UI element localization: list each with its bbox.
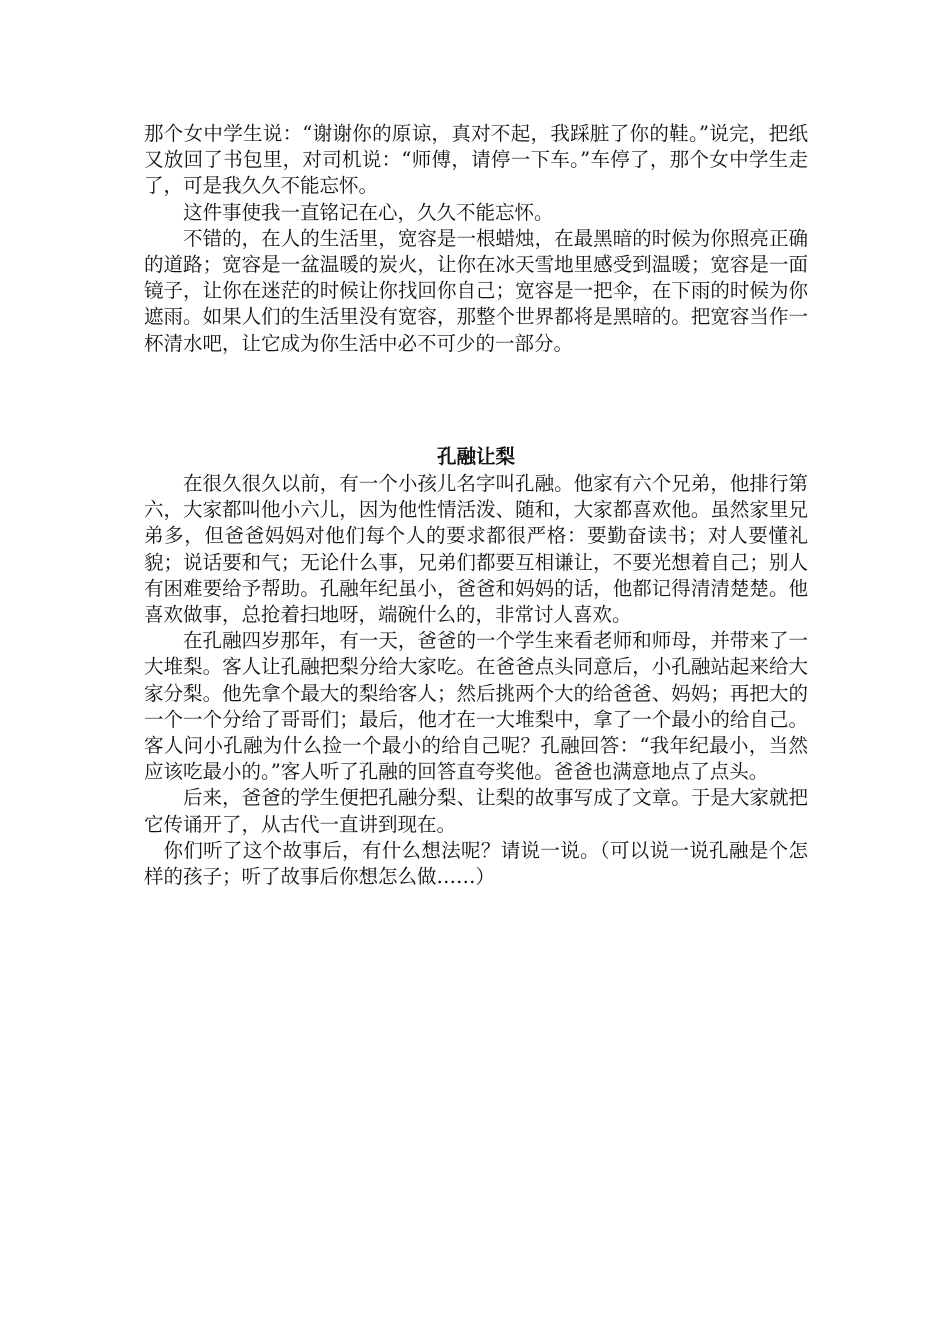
story-paragraph-1: 在很久很久以前，有一个小孩儿名字叫孔融。他家有六个兄弟，他排行第六，大家都叫他小六儿，因为他性情活泼、随和，大家都喜欢他。虽然家里兄弟多，但爸爸妈妈对他们每个人的要求都很严格：要勤奋读书；对人要懂礼貌；说话要和气；无论什么事，兄弟们都要互相谦让，不要光想着自己；别人有困难要给予帮助。孔融年纪虽小，爸爸和妈妈的话，他都记得清清楚楚。他喜欢做事，总抢着扫地呀，端碗什么的，非常讨人喜欢。 [144, 472, 808, 627]
paragraph-3: 不错的，在人的生活里，宽容是一根蜡烛，在最黑暗的时候为你照亮正确的道路；宽容是一盆温暖的炭火，让你在冰天雪地里感受到温暖；宽容是一面镜子，让你在迷茫的时候让你找回你自己；宽容是一把伞，在下雨的时候为你遮雨。如果人们的生活里没有宽容，那整个世界都将是黑暗的。把宽容当作一杯清水吧，让它成为你生活中必不可少的一部分。 [144, 226, 808, 355]
paragraph-2: 这件事使我一直铭记在心，久久不能忘怀。 [183, 200, 554, 224]
story-body [144, 471, 808, 890]
story-paragraph-3: 后来，爸爸的学生便把孔融分梨、让梨的故事写成了文章。于是大家就把它传诵开了，从古代一直讲到现在。 [144, 786, 808, 836]
story-paragraph-2: 在孔融四岁那年，有一天，爸爸的一个学生来看老师和师母，并带来了一大堆梨。客人让孔融把梨分给大家吃。在爸爸点头同意后，小孔融站起来给大家分梨。他先拿个最大的梨给客人；然后挑两个大的给爸爸、妈妈；再把大的一个一个分给了哥哥们；最后，他才在一大堆梨中，拿了一个最小的给自己。客人问小孔融为什么捡一个最小的给自己呢？孔融回答：“我年纪最小，当然应该吃最小的。”客人听了孔融的回答直夸奖他。爸爸也满意地点了点头。 [144, 629, 808, 784]
paragraph-1: 那个女中学生说：“谢谢你的原谅，真对不起，我踩脏了你的鞋。”说完，把纸又放回了书包里，对司机说：“师傅，请停一下车。”车停了，那个女中学生走了，可是我久久不能忘怀。 [144, 122, 808, 198]
essay-continuation [144, 121, 808, 357]
story-title: 孔融让梨 [436, 445, 515, 468]
discussion-question: 你们听了这个故事后，有什么想法呢？请说一说。（可以说一说孔融是个怎样的孩子；听了故事后你想怎么做……） [144, 838, 808, 889]
